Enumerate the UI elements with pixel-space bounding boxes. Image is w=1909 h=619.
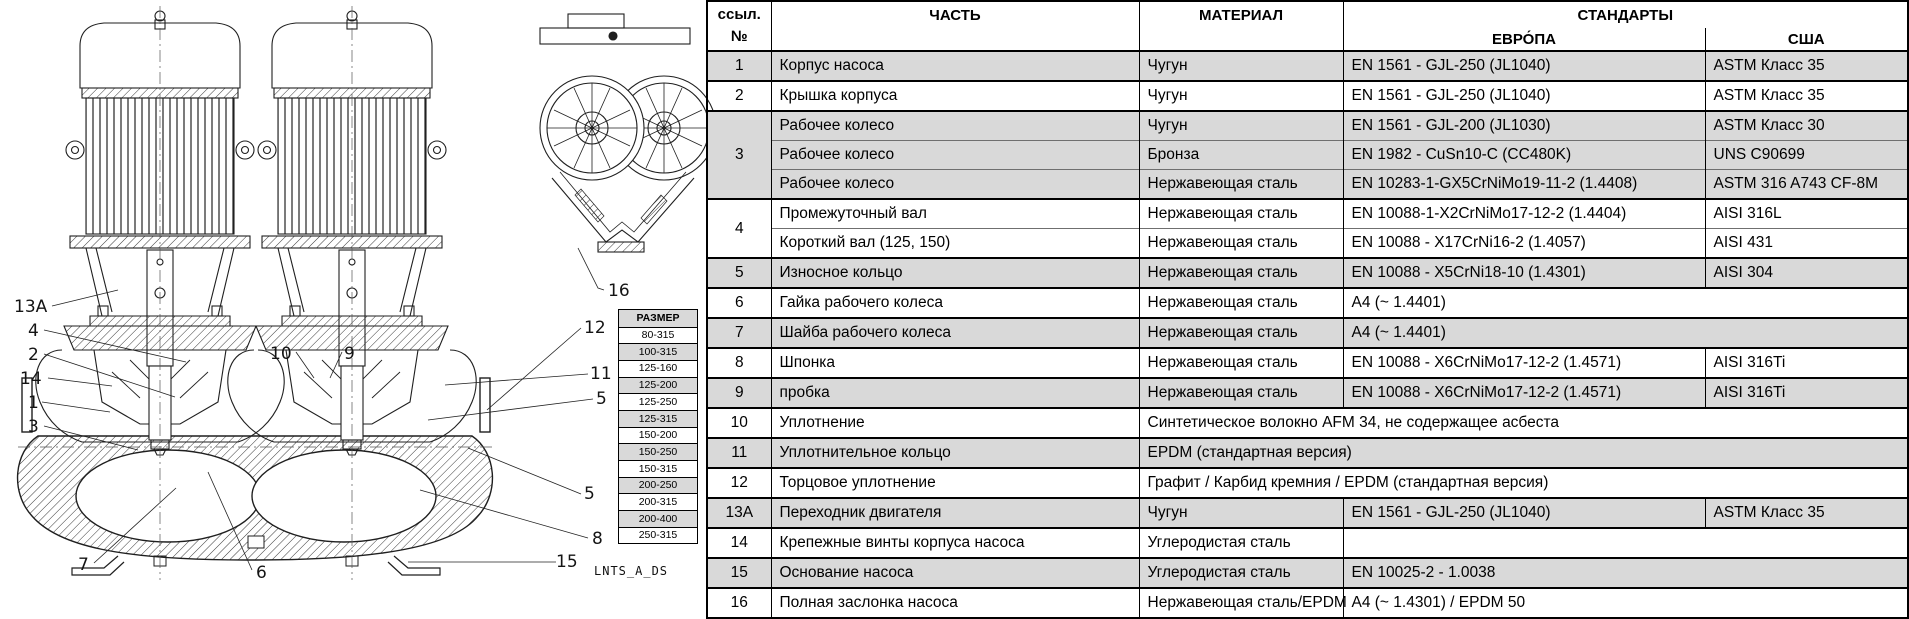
europe-cell: EN 1561 - GJL-250 (JL1040) bbox=[1343, 498, 1705, 528]
material-cell: Бронза bbox=[1139, 141, 1343, 170]
callout-label: 4 bbox=[28, 321, 39, 341]
size-row: 150-200 bbox=[619, 428, 697, 445]
header-ref bbox=[707, 1, 771, 51]
size-row: 80-315 bbox=[619, 328, 697, 345]
usa-cell: AISI 304 bbox=[1705, 258, 1908, 288]
size-row: 200-400 bbox=[619, 511, 697, 528]
part-cell: Основание насоса bbox=[771, 558, 1139, 588]
part-cell: Рабочее колесо bbox=[771, 170, 1139, 200]
part-cell: Полная заслонка насоса bbox=[771, 588, 1139, 618]
callout-label: 15 bbox=[556, 552, 578, 572]
europe-cell: A4 (~ 1.4301) / EPDM 50 bbox=[1343, 588, 1908, 618]
material-combined-cell: EPDM (стандартная версия) bbox=[1139, 438, 1908, 468]
ref-cell: 7 bbox=[734, 324, 744, 341]
usa-cell: ASTM Класс 35 bbox=[1705, 81, 1908, 111]
part-cell: Крышка корпуса bbox=[771, 81, 1139, 111]
part-cell: Крепежные винты корпуса насоса bbox=[771, 528, 1139, 558]
header-usa: США bbox=[1705, 28, 1908, 51]
callout-label: 6 bbox=[256, 563, 267, 583]
table-row bbox=[707, 51, 1908, 81]
europe-cell: EN 10088 - X5CrNi18-10 (1.4301) bbox=[1343, 258, 1705, 288]
table-row bbox=[707, 141, 1908, 170]
size-row: 250-315 bbox=[638, 529, 678, 542]
drawing-panel bbox=[0, 0, 706, 590]
pump-cross-section-drawing bbox=[0, 0, 706, 590]
table-row bbox=[707, 318, 1908, 348]
callout-label: 8 bbox=[592, 529, 603, 549]
ref-cell: 5 bbox=[734, 264, 744, 281]
size-row: 125-315 bbox=[619, 411, 697, 428]
pump-base-group bbox=[18, 378, 493, 575]
material-cell: Нержавеющая сталь bbox=[1139, 170, 1343, 200]
material-cell: Чугун bbox=[1139, 111, 1343, 141]
callout-label: 10 bbox=[270, 344, 292, 364]
material-cell: Углеродистая сталь bbox=[1139, 558, 1343, 588]
callout-label: 3 bbox=[28, 417, 39, 437]
table-row bbox=[707, 288, 1908, 318]
header-ref-line1: ссыл. bbox=[717, 6, 761, 24]
table-row bbox=[707, 528, 1908, 558]
size-table-header: РАЗМЕР bbox=[619, 310, 697, 328]
ref-cell: 8 bbox=[734, 354, 744, 371]
part-cell: Гайка рабочего колеса bbox=[771, 288, 1139, 318]
europe-cell: EN 1982 - CuSn10-C (CC480K) bbox=[1343, 141, 1705, 170]
callout-label: 11 bbox=[590, 364, 612, 384]
material-cell: Чугун bbox=[1139, 51, 1343, 81]
ref-cell: 15 bbox=[730, 564, 748, 581]
ref-cell: 6 bbox=[734, 294, 744, 311]
ref-cell: 12 bbox=[730, 474, 748, 491]
callout-label: 1 bbox=[28, 393, 39, 413]
table-row bbox=[707, 588, 1908, 618]
size-row: 125-250 bbox=[619, 394, 697, 411]
material-cell: Нержавеющая сталь bbox=[1139, 258, 1343, 288]
usa-cell: ASTM Класс 35 bbox=[1705, 498, 1908, 528]
table-row bbox=[707, 229, 1908, 259]
part-cell: Рабочее колесо bbox=[771, 141, 1139, 170]
callout-label: 2 bbox=[28, 345, 39, 365]
ref-cell: 14 bbox=[730, 534, 748, 551]
size-row: 125-200 bbox=[619, 378, 697, 395]
callout-label: 13A bbox=[14, 297, 48, 317]
size-row: 200-315 bbox=[619, 494, 697, 511]
europe-cell: EN 10088 - X17CrNi16-2 (1.4057) bbox=[1343, 229, 1705, 259]
material-cell: Углеродистая сталь bbox=[1139, 528, 1343, 558]
part-cell: Уплотнительное кольцо bbox=[771, 438, 1139, 468]
header-part: ЧАСТЬ bbox=[771, 1, 1139, 51]
part-cell: Шпонка bbox=[771, 348, 1139, 378]
size-row: 125-160 bbox=[619, 361, 697, 378]
callout-label: 14 bbox=[20, 369, 42, 389]
europe-cell: EN 10088 - X6CrNiMo17-12-2 (1.4571) bbox=[1343, 378, 1705, 408]
header-standards: СТАНДАРТЫ bbox=[1343, 1, 1908, 28]
material-cell: Нержавеющая сталь bbox=[1139, 199, 1343, 229]
parts-table bbox=[706, 0, 1909, 619]
table-row bbox=[707, 408, 1908, 438]
top-view-group bbox=[540, 14, 716, 252]
part-cell: пробка bbox=[771, 378, 1139, 408]
header-ref-line2: № bbox=[730, 28, 748, 45]
europe-cell: EN 1561 - GJL-250 (JL1040) bbox=[1343, 51, 1705, 81]
europe-cell bbox=[1343, 528, 1908, 558]
size-row: 150-250 bbox=[619, 444, 697, 461]
table-row bbox=[707, 111, 1908, 141]
callout-label: 5 bbox=[584, 484, 595, 504]
table-row bbox=[707, 378, 1908, 408]
usa-cell: ASTM Класс 35 bbox=[1705, 51, 1908, 81]
part-cell: Корпус насоса bbox=[771, 51, 1139, 81]
header-material: МАТЕРИАЛ bbox=[1139, 1, 1343, 51]
part-cell: Шайба рабочего колеса bbox=[771, 318, 1139, 348]
material-cell: Нержавеющая сталь bbox=[1139, 288, 1343, 318]
ref-cell: 11 bbox=[731, 444, 748, 461]
table-row bbox=[707, 81, 1908, 111]
europe-cell: EN 10283-1-GX5CrNiMo19-11-2 (1.4408) bbox=[1343, 170, 1705, 200]
callout-label: 16 bbox=[608, 281, 630, 301]
table-row bbox=[707, 348, 1908, 378]
material-cell: Нержавеющая сталь bbox=[1139, 348, 1343, 378]
material-cell: Нержавеющая сталь bbox=[1139, 318, 1343, 348]
usa-cell: AISI 431 bbox=[1705, 229, 1908, 259]
part-cell: Износное кольцо bbox=[771, 258, 1139, 288]
part-cell: Рабочее колесо bbox=[771, 111, 1139, 141]
callout-label: 5 bbox=[596, 389, 607, 409]
usa-cell: ASTM Класс 30 bbox=[1705, 111, 1908, 141]
usa-cell: ASTM 316 A743 CF-8M bbox=[1705, 170, 1908, 200]
europe-cell: A4 (~ 1.4401) bbox=[1343, 318, 1908, 348]
material-cell: Нержавеющая сталь/EPDM bbox=[1139, 588, 1343, 618]
part-cell: Короткий вал (125, 150) bbox=[771, 229, 1139, 259]
size-row: 200-250 bbox=[619, 478, 697, 495]
europe-cell: EN 10088 - X6CrNiMo17-12-2 (1.4571) bbox=[1343, 348, 1705, 378]
usa-cell: UNS C90699 bbox=[1705, 141, 1908, 170]
table-row bbox=[707, 558, 1908, 588]
material-cell: Чугун bbox=[1139, 81, 1343, 111]
europe-cell: A4 (~ 1.4401) bbox=[1343, 288, 1908, 318]
material-combined-cell: Графит / Карбид кремния / EPDM (стандартная версия) bbox=[1139, 468, 1908, 498]
table-row bbox=[707, 468, 1908, 498]
material-cell: Чугун bbox=[1139, 498, 1343, 528]
drawing-code: LNTS_A_DS bbox=[594, 564, 669, 578]
part-cell: Торцовое уплотнение bbox=[771, 468, 1139, 498]
table-row bbox=[707, 258, 1908, 288]
europe-cell: EN 1561 - GJL-250 (JL1040) bbox=[1343, 81, 1705, 111]
table-row bbox=[707, 498, 1908, 528]
material-combined-cell: Синтетическое волокно AFM 34, не содержащее асбеста bbox=[1139, 408, 1908, 438]
europe-cell: EN 1561 - GJL-200 (JL1030) bbox=[1343, 111, 1705, 141]
ref-cell: 4 bbox=[734, 219, 744, 237]
ref-cell: 13A bbox=[725, 504, 754, 521]
material-cell: Нержавеющая сталь bbox=[1139, 229, 1343, 259]
callout-label: 7 bbox=[78, 555, 89, 575]
europe-cell: EN 10088-1-X2CrNiMo17-12-2 (1.4404) bbox=[1343, 199, 1705, 229]
europe-cell: EN 10025-2 - 1.0038 bbox=[1343, 558, 1908, 588]
size-row: 150-315 bbox=[619, 461, 697, 478]
part-cell: Уплотнение bbox=[771, 408, 1139, 438]
part-cell: Промежуточный вал bbox=[771, 199, 1139, 229]
part-cell: Переходник двигателя bbox=[771, 498, 1139, 528]
header-europe: ЕВРО́ПА bbox=[1343, 28, 1705, 51]
ref-cell: 16 bbox=[730, 594, 748, 611]
callout-label: 12 bbox=[584, 318, 606, 338]
size-row: 100-315 bbox=[619, 344, 697, 361]
table-row bbox=[707, 170, 1908, 200]
ref-cell: 3 bbox=[734, 146, 744, 163]
ref-cell: 9 bbox=[734, 384, 744, 401]
usa-cell: AISI 316L bbox=[1705, 199, 1908, 229]
size-table bbox=[618, 309, 698, 544]
usa-cell: AISI 316Ti bbox=[1705, 378, 1908, 408]
ref-cell: 10 bbox=[730, 414, 748, 431]
table-row bbox=[707, 438, 1908, 468]
ref-cell: 1 bbox=[734, 57, 744, 74]
usa-cell: AISI 316Ti bbox=[1705, 348, 1908, 378]
callout-label: 9 bbox=[344, 344, 355, 364]
material-cell: Нержавеющая сталь bbox=[1139, 378, 1343, 408]
table-row bbox=[707, 199, 1908, 229]
ref-cell: 2 bbox=[734, 87, 744, 104]
